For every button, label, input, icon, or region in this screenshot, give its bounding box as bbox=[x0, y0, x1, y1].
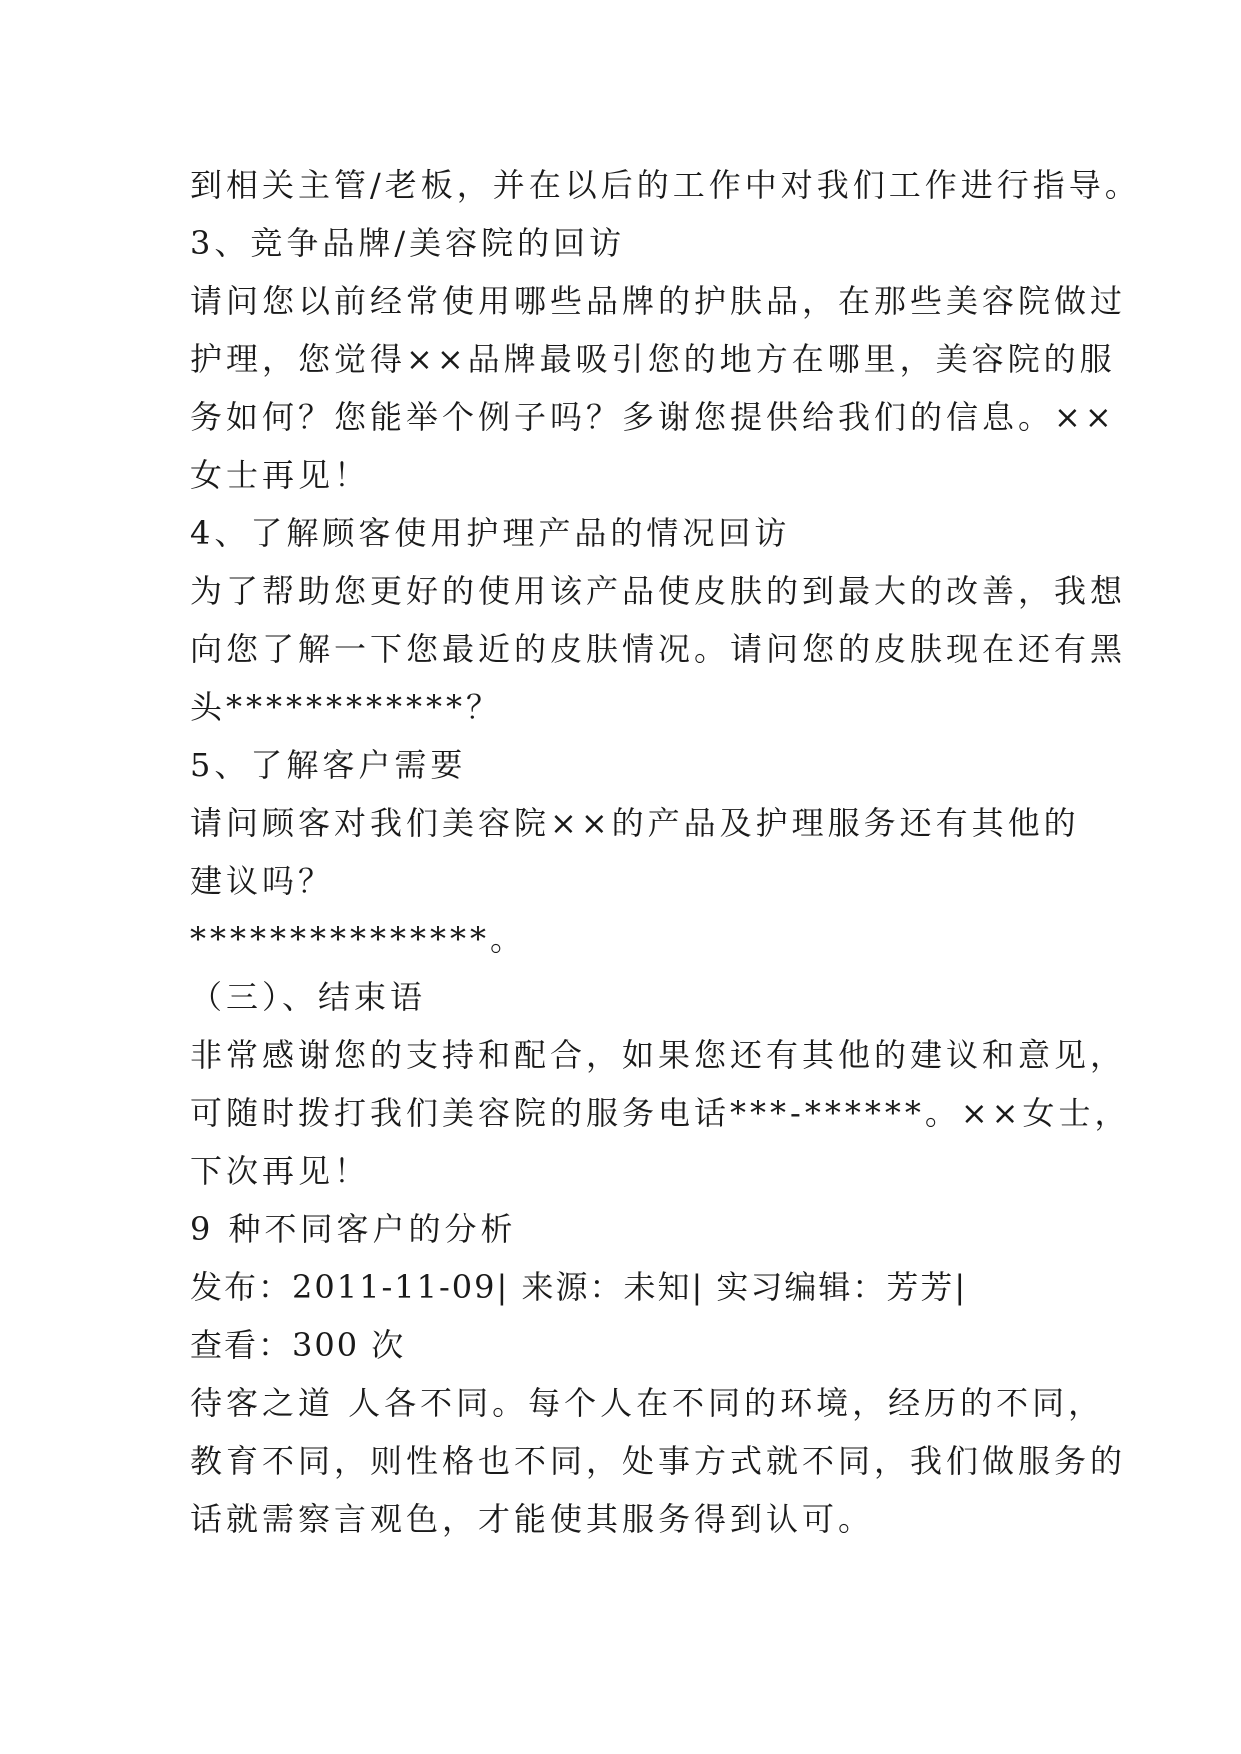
section-heading: 5、了解客户需要 bbox=[190, 746, 467, 784]
text-line: 建议吗？ bbox=[190, 862, 335, 900]
view-count: 查看：300 次 bbox=[190, 1326, 406, 1364]
text-line: 向您了解一下您最近的皮肤情况。请问您的皮肤现在还有黑 bbox=[190, 630, 1127, 668]
text-line: 为了帮助您更好的使用该产品使皮肤的到最大的改善，我想 bbox=[190, 572, 1127, 610]
text-line: ***************。 bbox=[190, 920, 527, 958]
section-heading: （三）、结束语 bbox=[190, 978, 427, 1016]
document-body bbox=[190, 156, 1141, 1548]
article-meta: 发布：2011-11-09| 来源：未知| 实习编辑：芳芳| bbox=[190, 1268, 968, 1306]
text-line: 请问顾客对我们美容院××的产品及护理服务还有其他的 bbox=[190, 804, 1080, 842]
text-line: 可随时拨打我们美容院的服务电话***-******。××女士， bbox=[190, 1094, 1131, 1132]
text-line: 务如何？您能举个例子吗？多谢您提供给我们的信息。×× bbox=[190, 398, 1116, 436]
text-line: 护理，您觉得××品牌最吸引您的地方在哪里，美容院的服 bbox=[190, 340, 1116, 378]
text-line: 女士再见！ bbox=[190, 456, 371, 494]
text-line: 到相关主管/老板，并在以后的工作中对我们工作进行指导。 bbox=[190, 166, 1141, 204]
text-line: 教育不同，则性格也不同，处事方式就不同，我们做服务的 bbox=[190, 1442, 1127, 1480]
text-line: 头************？ bbox=[190, 688, 503, 726]
section-heading: 4、了解顾客使用护理产品的情况回访 bbox=[190, 514, 791, 552]
text-line: 话就需察言观色，才能使其服务得到认可。 bbox=[190, 1500, 875, 1538]
text-line: 请问您以前经常使用哪些品牌的护肤品，在那些美容院做过 bbox=[190, 282, 1127, 320]
text-line: 下次再见！ bbox=[190, 1152, 371, 1190]
text-line: 待客之道 人各不同。每个人在不同的环境，经历的不同， bbox=[190, 1384, 1105, 1422]
article-title: 9 种不同客户的分析 bbox=[190, 1210, 517, 1248]
section-heading: 3、竞争品牌/美容院的回访 bbox=[190, 224, 626, 262]
text-line: 非常感谢您的支持和配合，如果您还有其他的建议和意见， bbox=[190, 1036, 1127, 1074]
